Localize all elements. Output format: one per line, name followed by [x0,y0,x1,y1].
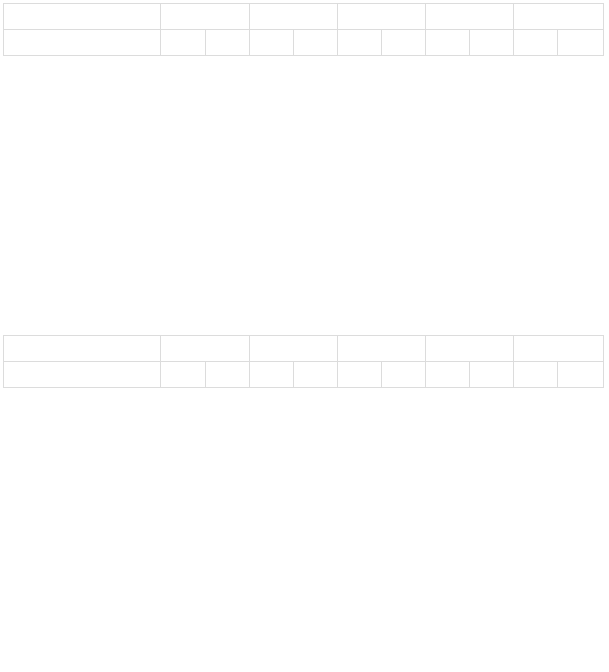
province-name [250,4,338,30]
plan-count-header [514,30,558,56]
plan-count-header [338,30,382,56]
category-header [4,30,161,56]
score-table-bottom [3,335,604,388]
province-name [426,4,514,30]
plan-count-header [250,362,294,388]
province-name [161,4,250,30]
pass-line-header [206,30,250,56]
score-table-top [3,3,604,56]
pass-line-header [382,362,426,388]
plan-count-header [250,30,294,56]
pass-line-header [470,362,514,388]
province-header-row [4,336,604,362]
plan-count-header [161,362,206,388]
pass-line-header [470,30,514,56]
province-header-row [4,4,604,30]
plan-count-header [161,30,206,56]
column-header-row [4,362,604,388]
column-header-row [4,30,604,56]
pass-line-header [382,30,426,56]
pass-line-header [558,30,604,56]
province-name [514,4,604,30]
corner-cell [4,336,161,362]
pass-line-header [206,362,250,388]
plan-count-header [514,362,558,388]
pass-line-header [294,362,338,388]
corner-cell [4,4,161,30]
plan-count-header [426,30,470,56]
province-name [338,336,426,362]
province-name [250,336,338,362]
plan-count-header [426,362,470,388]
category-header [4,362,161,388]
province-name [338,4,426,30]
plan-count-header [338,362,382,388]
pass-line-header [294,30,338,56]
province-name [161,336,250,362]
pass-line-header [558,362,604,388]
province-name [514,336,604,362]
province-name [426,336,514,362]
